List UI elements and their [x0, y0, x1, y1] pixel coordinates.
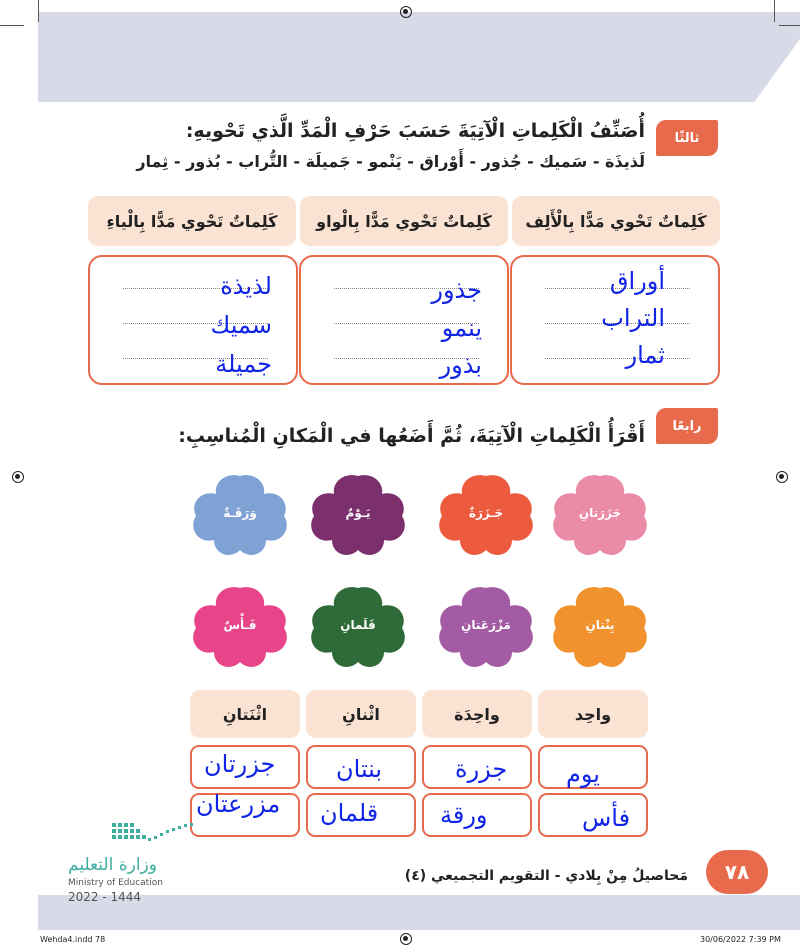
- flower-label: يَـوْمٌ: [345, 506, 371, 520]
- timestamp: 30/06/2022 7:39 PM: [700, 935, 781, 944]
- flower-label: فَـأْسٌ: [223, 618, 257, 632]
- flower-card: [188, 470, 292, 560]
- answer-text: التراب: [601, 304, 665, 332]
- answer-text: بذور: [439, 351, 482, 379]
- registration-mark-icon: [400, 6, 412, 18]
- answer-text: سميك: [210, 311, 272, 339]
- answer-text: جميلة: [215, 350, 272, 378]
- table-header-ithnan: اثْنانِ: [306, 690, 416, 738]
- registration-mark-icon: [400, 933, 412, 945]
- year-label: 2022 - 1444: [68, 890, 142, 904]
- answer-text: ينمو: [441, 314, 482, 342]
- flower-label: بِنْتانِ: [585, 618, 615, 632]
- column-header-alif: كَلِماتٌ تَحْوي مَدًّا بِالْأَلِف: [512, 196, 720, 246]
- table-answer: جزرة: [455, 755, 508, 783]
- file-label: Wehda4.indd 78: [40, 935, 106, 944]
- flower-label: جَـزَرَةٌ: [468, 506, 504, 520]
- column-header-waw: كَلِماتٌ تَحْوي مَدًّا بِالْواو: [300, 196, 508, 246]
- section3-badge: ثالثًا: [656, 120, 718, 156]
- header-band: [38, 12, 800, 102]
- section3-title: أُصَنِّفُ الْكَلِماتِ الْآتِيَةَ حَسَبَ حَرْفِ الْمَدِّ الَّذي تَحْويهِ:: [185, 120, 645, 142]
- answer-text: أوراق: [609, 267, 665, 295]
- write-line: [545, 358, 690, 359]
- table-answer: قلمان: [320, 799, 379, 827]
- table-answer: ورقة: [440, 801, 488, 829]
- page-caption: مَحاصيلُ مِنْ بِلادي - التقويم التجميعي (٤): [404, 868, 688, 884]
- table-header-ithnatan: اثْنَتانِ: [190, 690, 300, 738]
- answer-text: ثمار: [625, 341, 665, 369]
- flower-card: [548, 582, 652, 672]
- crop-mark: [779, 25, 800, 26]
- table-answer: بنتان: [336, 755, 383, 783]
- flower-card: [434, 470, 538, 560]
- section4-title: أَقْرَأُ الْكَلِماتِ الْآتِيَةَ، ثُمَّ أَضَعُها في الْمَكانِ الْمُناسِبِ:: [178, 425, 645, 447]
- table-answer: جزرتان: [204, 750, 276, 778]
- crop-mark: [774, 0, 775, 22]
- flower-card: [434, 582, 538, 672]
- ministry-logo-icon: [108, 820, 200, 846]
- flower-label: جَزَرَتانِ: [578, 506, 622, 520]
- answer-text: لذيذة: [220, 272, 272, 300]
- ministry-name-en: Ministry of Education: [68, 878, 163, 888]
- ministry-name-ar: وزارة التعليم: [68, 855, 157, 875]
- flower-label: وَرَقَـةٌ: [223, 506, 257, 520]
- table-header-wahida: واحِدَة: [422, 690, 532, 738]
- column-header-ya: كَلِماتٌ تَحْوي مَدًّا بِالْياءِ: [88, 196, 296, 246]
- section3-words: لَذيذَة - سَميك - جُذور - أَوْراق - يَنْمو - جَميلَة - التُّراب - بُذور - ثِمار: [136, 152, 645, 171]
- registration-mark-icon: [12, 471, 24, 483]
- answer-text: جذور: [431, 276, 482, 304]
- table-answer: مزرعتان: [196, 790, 281, 818]
- flower-label: قَلَمانِ: [340, 618, 376, 632]
- crop-mark: [0, 25, 24, 26]
- registration-mark-icon: [776, 471, 788, 483]
- flower-card: [188, 582, 292, 672]
- table-answer: فأس: [582, 804, 631, 832]
- flower-card: [548, 470, 652, 560]
- flower-card: [306, 582, 410, 672]
- flower-label: مَزْرَعَتانِ: [461, 618, 511, 632]
- footer-band: [38, 895, 800, 930]
- page-number: ٧٨: [706, 850, 768, 894]
- crop-mark: [38, 0, 39, 22]
- flower-card: [306, 470, 410, 560]
- section4-badge: رابعًا: [656, 408, 718, 444]
- table-answer: يوم: [566, 760, 600, 788]
- table-header-wahid: واحِد: [538, 690, 648, 738]
